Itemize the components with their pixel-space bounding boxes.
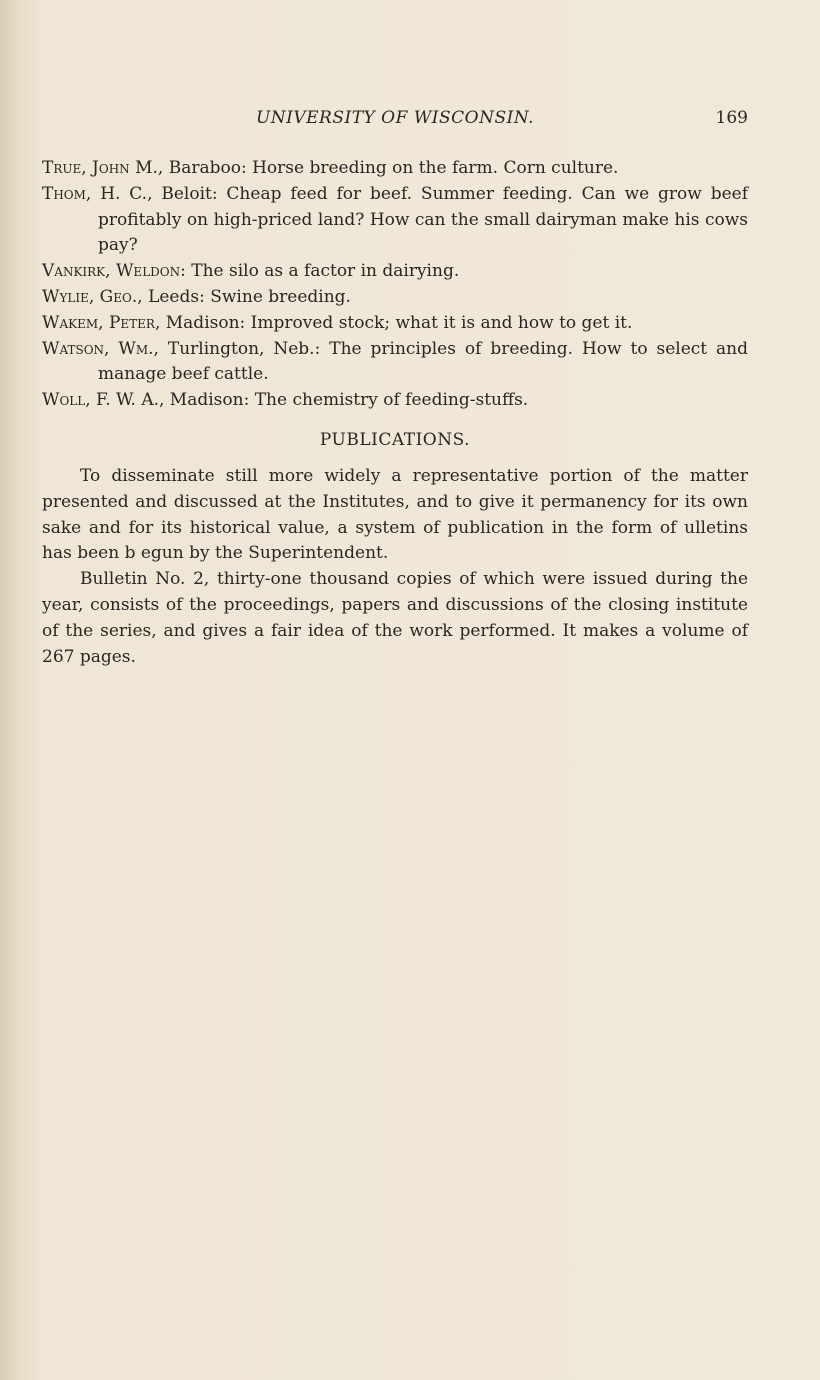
- list-item: [42, 337, 748, 389]
- body-paragraph: To disseminate still more widely a representative portion of the matter presented and discussed at the Institutes, and to give it permanency for its own sake and for its historical value, a system of publication in the form of ulletins has been b egun by the Superintendent.: [42, 465, 748, 564]
- running-head: UNIVERSITY OF WISCONSIN.: [255, 108, 535, 128]
- speaker-name: Wylie, Geo.,: [42, 286, 143, 307]
- speaker-place: Leeds:: [142, 286, 211, 307]
- list-item: [42, 156, 748, 182]
- speaker-place: Turlington, Neb.:: [158, 338, 330, 359]
- list-item: [42, 259, 748, 285]
- speaker-name: Watson, Wm.,: [42, 338, 159, 359]
- speaker-topic: The silo as a factor in dairying.: [191, 261, 460, 282]
- speaker-name: Woll, F. W. A.,: [42, 390, 165, 411]
- page-header: [42, 104, 748, 134]
- speaker-place: Madison:: [160, 312, 251, 333]
- book-page: [42, 104, 748, 670]
- list-item: [42, 182, 748, 259]
- speaker-topic: Horse breeding on the farm. Corn culture.: [252, 158, 619, 178]
- speaker-topic: Improved stock; what it is and how to get it.: [250, 312, 633, 333]
- speaker-topic: The principles of breeding. How to select and manage beef cattle.: [98, 338, 749, 385]
- speaker-name: Vankirk, Weldon:: [42, 261, 186, 282]
- speaker-place: Baraboo:: [163, 158, 253, 178]
- speaker-place: Madison:: [164, 390, 255, 411]
- list-item: [42, 285, 748, 311]
- speaker-name: Thom, H. C.,: [42, 183, 153, 204]
- speaker-place: Beloit:: [152, 183, 227, 204]
- list-item: [42, 311, 748, 337]
- list-item: [42, 388, 748, 414]
- speaker-name: True, John M.,: [42, 158, 164, 178]
- section-title: PUBLICATIONS.: [319, 429, 471, 450]
- body-paragraph: Bulletin No. 2, thirty-one thousand copies of which were issued during the year, consists of the proceedings, papers and discussions of the closing institute of the series, and gives a fair idea of the work performed. It makes a volume of 267 pages.: [42, 569, 748, 667]
- speaker-topic: Swine breeding.: [210, 286, 351, 307]
- speaker-topic: The chemistry of feeding-stuffs.: [254, 390, 529, 411]
- speaker-topic: Cheap feed for beef. Summer feeding. Can we grow beef profitably on high-priced land? How can the small dairyman make his cows pay?: [98, 183, 748, 256]
- speaker-list: [42, 156, 748, 414]
- speaker-name: Wakem, Peter,: [42, 312, 161, 333]
- page-number: 169: [715, 108, 748, 128]
